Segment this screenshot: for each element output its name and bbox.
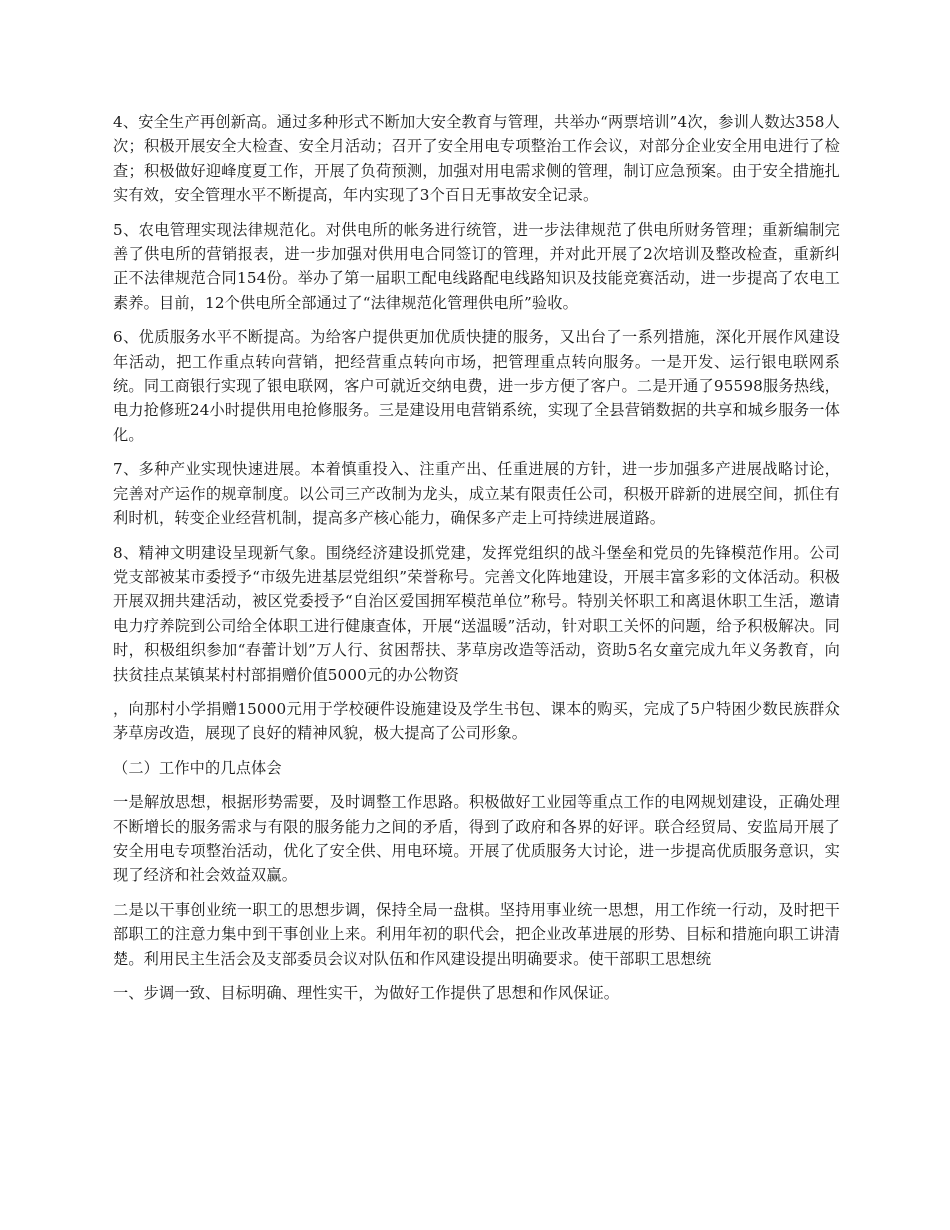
paragraph-conclusion: 一、步调一致、目标明确、理性实干，为做好工作提供了思想和作风保证。 xyxy=(113,984,620,1002)
paragraph-quality-service: 6、优质服务水平不断提高。为给客户提供更加优质快捷的服务，又出台了一系列措施，深化开展作风建设年活动，把工作重点转向营销，把经营重点转向市场，把管理重点转向服务。一是开发、运行银电联网系统。同工商银行实现了银电联网，客户可就近交纳电费，进一步方便了客户。二是开通了95598服务热线，电力抢修班24小时提供用电抢修服务。三是建设用电营销系统，实现了全县营销数据的共享和城乡服务一体化。 xyxy=(113,328,840,444)
paragraph-diversified-industry: 7、多种产业实现快速进展。本着慎重投入、注重产出、任重进展的方针，进一步加强多产进展战略讨论，完善对产运作的规章制度。以公司三产改制为龙头，成立某有限责任公司，积极开辟新的进展空间，抓住有利时机，转变企业经营机制，提高多产核心能力，确保多产走上可持续进展道路。 xyxy=(113,460,840,528)
section-heading-work-experience: （二）工作中的几点体会 xyxy=(113,758,282,777)
document-body xyxy=(113,110,840,1015)
paragraph-spiritual-civilization: 8、精神文明建设呈现新气象。围绕经济建设抓党建，发挥党组织的战斗堡垒和党员的先锋模范作用。公司党支部被某市委授予“市级先进基层党组织”荣誉称号。完善文化阵地建设，开展丰富多彩的文体活动。积极开展双拥共建活动，被区党委授予“自治区爱国拥军模范单位”称号。特别关怀职工和离退休职工生活，邀请电力疗养院到公司给全体职工进行健康查体，开展“送温暖”活动，针对职工关怀的问题，给予积极解决。同时，积极组织参加“春蕾计划”万人行、贫困帮扶、茅草房改造等活动，资助5名女童完成九年义务教育，向扶贫挂点某镇某村村部捐赠价值5000元的办公物资 xyxy=(113,543,840,684)
paragraph-rural-power-management: 5、农电管理实现法律规范化。对供电所的帐务进行统管，进一步法律规范了供电所财务管理；重新编制完善了供电所的营销报表，进一步加强对供用电合同签订的管理，并对此开展了2次培训及整改检查，重新纠正不法律规范合同154份。举办了第一届职工配电线路配电线路知识及技能竞赛活动，进一步提高了农电工素养。目前，12个供电所全部通过了“法律规范化管理供电所”验收。 xyxy=(113,220,840,312)
paragraph-safety-production: 4、安全生产再创新高。通过多种形式不断加大安全教育与管理，共举办“两票培训”4次，参训人数达358人次；积极开展安全大检查、安全月活动；召开了安全用电专项整治工作会议，对部分企业安全用电进行了检查；积极做好迎峰度夏工作，开展了负荷预测，加强对用电需求侧的管理，制订应急预案。由于安全措施扎实有效，安全管理水平不断提高，年内实现了3个百日无事故安全记录。 xyxy=(113,113,840,205)
paragraph-school-donation: ，向那村小学捐赠15000元用于学校硬件设施建设及学生书包、课本的购买，完成了5户特困少数民族群众茅草房改造，展现了良好的精神风貌，极大提高了公司形象。 xyxy=(113,699,840,743)
paragraph-emancipate-mind: 一是解放思想，根据形势需要，及时调整工作思路。积极做好工业园等重点工作的电网规划建设，正确处理不断增长的服务需求与有限的服务能力之间的矛盾，得到了政府和各界的好评。联合经贸局、安监局开展了安全用电专项整治活动，优化了安全供、用电环境。开展了优质服务大讨论，进一步提高优质服务意识，实现了经济和社会效益双赢。 xyxy=(113,793,840,885)
paragraph-unify-thinking: 二是以干事创业统一职工的思想步调，保持全局一盘棋。坚持用事业统一思想，用工作统一行动，及时把干部职工的注意力集中到干事创业上来。利用年初的职代会，把企业改革进展的形势、目标和措施向职工讲清楚。利用民主生活会及支部委员会议对队伍和作风建设提出明确要求。使干部职工思想统 xyxy=(113,900,840,968)
